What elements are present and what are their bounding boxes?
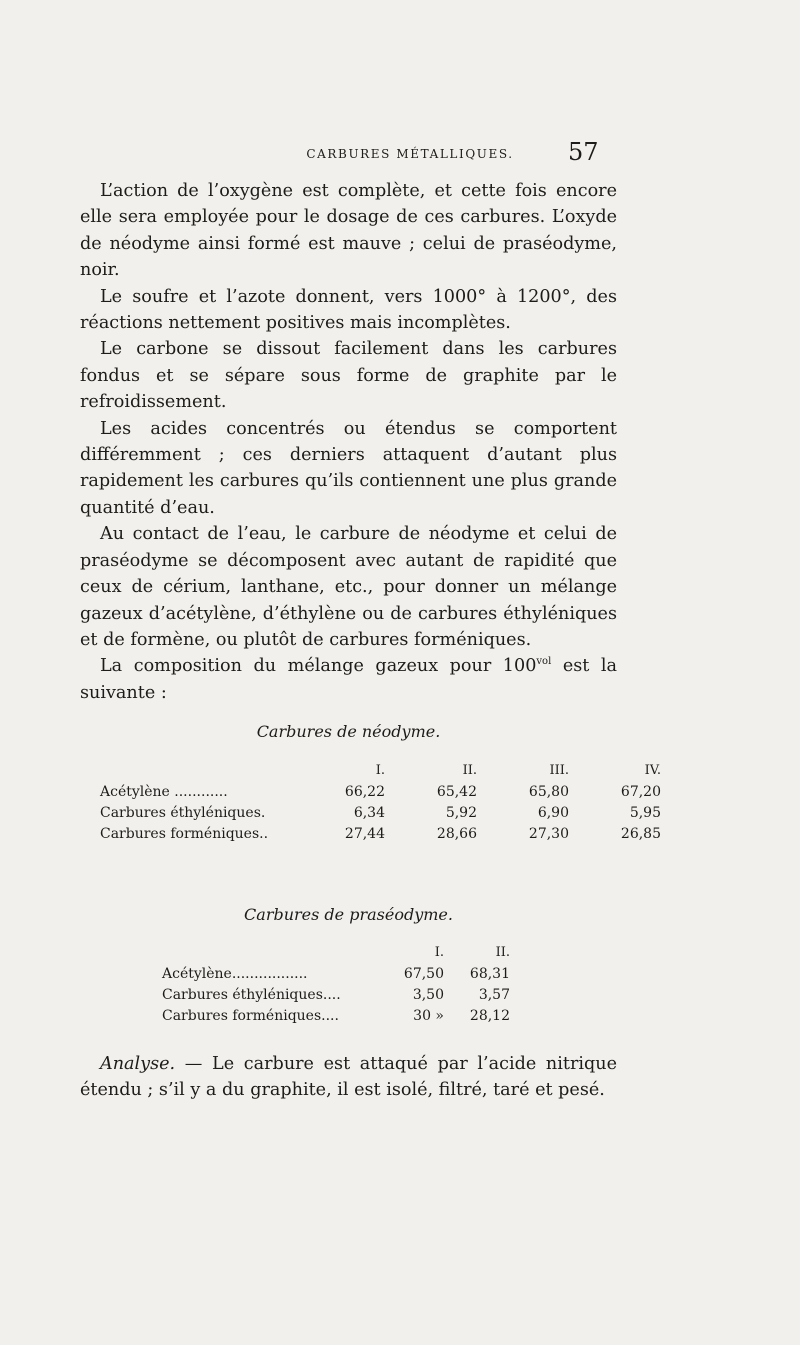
table-cell: 68,31 <box>469 965 510 982</box>
row-label: Carbures éthyléniques.... <box>162 986 341 1003</box>
composition-text-end: est la suivante : <box>80 656 618 703</box>
table-caption-praseodyme: Carbures de praséodyme. <box>244 905 453 924</box>
table-row <box>162 963 510 984</box>
analysis-text: — Le carbure est attaqué par l’acide nitrique étendu ; s’il y a du graphite, il est isolé, filtré, taré et pesé. <box>80 1054 617 1101</box>
analysis-title: Analyse. <box>100 1054 176 1074</box>
row-label: Carbures forméniques.... <box>162 1007 339 1024</box>
running-header: CARBURES MÉTALLIQUES. <box>306 147 514 161</box>
volume-superscript: vol <box>536 656 552 668</box>
analysis-paragraph <box>80 1051 617 1104</box>
table-cell: 6,34 <box>353 804 385 821</box>
table-cell: 67,50 <box>403 965 444 982</box>
table-cell: 30 » <box>413 1007 444 1024</box>
column-header: I. <box>434 945 444 960</box>
table-cell: 27,30 <box>528 825 569 842</box>
paragraph: Les acides concentrés ou étendus se comportent différemment ; ces derniers attaquent d’autant plus rapidement les carbures qu’ils contiennent une plus grande quantité d’eau. <box>80 418 617 518</box>
table-neodyme <box>100 760 663 844</box>
row-label: Acétylène ............ <box>100 783 228 800</box>
paragraph: Le soufre et l’azote donnent, vers 1000° à 1200°, des réactions nettement positives mais incomplètes. <box>80 286 617 334</box>
table-praseodyme <box>162 942 510 1026</box>
table-cell: 5,92 <box>445 804 477 821</box>
table-cell: 65,42 <box>436 783 477 800</box>
paragraph: Au contact de l’eau, le carbure de néodyme et celui de praséodyme se décomposent avec autant de rapidité que ceux de cérium, lanthane, etc., pour donner un mélange gazeux d’acétylène, d’éthylène ou de carbures éthyléniques et de formène, ou plutôt de carbures forméniques. <box>80 524 617 650</box>
table-cell: 26,85 <box>620 825 661 842</box>
table-row <box>100 802 663 823</box>
analysis-section <box>80 1051 617 1104</box>
table-header-row <box>162 942 510 963</box>
table-cell: 67,20 <box>620 783 661 800</box>
paragraph: Le carbone se dissout facilement dans les carbures fondus et se sépare sous forme de graphite par le refroidissement. <box>80 339 617 413</box>
column-header: I. <box>375 763 385 778</box>
table-cell: 6,90 <box>537 804 569 821</box>
table-header-row <box>100 760 663 781</box>
composition-text: La composition du mélange gazeux pour 100 <box>100 656 537 677</box>
table-cell: 65,80 <box>528 783 569 800</box>
column-header: II. <box>462 763 477 778</box>
paragraph-composition <box>80 653 617 706</box>
table-cell: 5,95 <box>629 804 661 821</box>
column-header: III. <box>549 763 569 778</box>
table-cell: 66,22 <box>344 783 385 800</box>
row-label: Carbures forméniques.. <box>100 825 269 842</box>
table-row <box>162 1005 510 1026</box>
row-label: Carbures éthyléniques. <box>100 804 266 821</box>
page-number: 57 <box>568 138 599 166</box>
row-label: Acétylène................. <box>162 965 308 982</box>
column-header: II. <box>495 945 510 960</box>
column-header: IV. <box>644 763 661 778</box>
table-row <box>100 823 663 844</box>
table-cell: 27,44 <box>344 825 385 842</box>
table-cell: 3,50 <box>412 986 444 1003</box>
table-cell: 28,66 <box>436 825 477 842</box>
table-row <box>100 781 663 802</box>
table-caption-neodyme: Carbures de néodyme. <box>256 722 441 741</box>
body-text <box>80 178 617 706</box>
table-row <box>162 984 510 1005</box>
table-cell: 3,57 <box>478 986 510 1003</box>
paragraph: L’action de l’oxygène est complète, et cette fois encore elle sera employée pour le dosage de ces carbures. L’oxyde de néodyme ainsi formé est mauve ; celui de praséodyme, noir. <box>80 181 617 281</box>
table-cell: 28,12 <box>469 1007 510 1024</box>
